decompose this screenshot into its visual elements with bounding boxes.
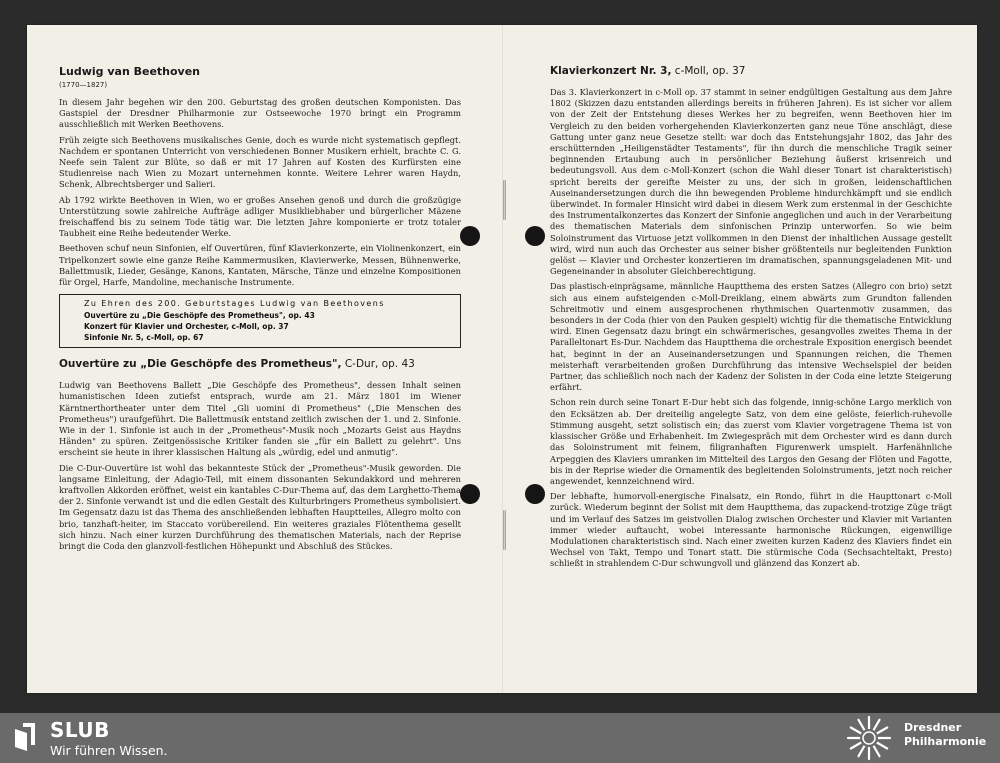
concerto-heading	[550, 65, 952, 77]
overture-paragraph: Die C-Dur-Ouvertüre ist wohl das bekannteste Stück der „Prometheus"-Musik geworden. Die langsame Einleitung, der Adagio-Teil, mit einem dissonanten Sekundakkord und mehreren kraftvollen Akkorden eröffnet, weist ein kantables C-Dur-Thema auf, das dem Larghetto-Thema der 2. Sinfonie verwandt ist und die edlen Gestalt des Kulturbringers Prometheus symbolisiert. Im Gegensatz dazu ist das Thema des anschließenden lebhaften Hauptteiles, Allegro molto con brio, tanzhaft-heiter, im Staccato vorübereilend. Ein weiteres graziales Flötenthema gesellt sich hinzu. Nach einer kurzen Durchführung des thematischen Materials, nach der Reprise bringt die Coda den glanzvoll-festlichen Höhepunkt und Abschluß des Stückes.	[59, 462, 461, 552]
footer-bar	[0, 713, 1000, 763]
bio-paragraph: Beethoven schuf neun Sinfonien, elf Ouvertüren, fünf Klavierkonzerte, ein Violinenkonzert, ein Tripelkonzert sowie eine ganze Reihe Kammermusiken, Klavierwerke, Messen, Bühnenwerke, Ballettmusik, Lieder, Gesänge, Kanons, Kantaten, Märsche, Tänze und einzelne Kompositionen für Orgel, Harfe, Mandoline, mechanische Instrumente.	[59, 243, 461, 288]
punch-hole-left-top	[460, 226, 480, 246]
philharmonie-line1: Dresdner	[904, 721, 962, 734]
concerto-paragraph: Schon rein durch seine Tonart E-Dur hebt sich das folgende, innig-schöne Largo merklich von den Ecksätzen ab. Der dreiteilig angelegte Satz, von dem eine gelöste, feierlich-ruhevolle Stimmung ausgeht, setzt solistisch ein; das zuerst vom Klavier vorgetragene Thema ist von klassischer Größe und Erhabenheit. Im Zwiegespräch mit dem Orchester wird es dann durch das Soloinstrument mit feinem, filigranhaften Figurenwerk umspielt. Harfenähnliche Arpeggien des Klaviers umranken im Mittelteil des Largos den Gesang der Flöten und Fagotte, bis in der Reprise wieder die Ornamentik des begleitenden Soloinstruments, jetzt noch reicher angewendet, kennzeichnend wird.	[550, 397, 952, 486]
document-page	[27, 25, 977, 693]
program-item: Konzert für Klavier und Orchester, c-Moll, op. 37	[84, 322, 289, 332]
program-title: Zu Ehren des 200. Geburtstages Ludwig van Beethovens	[84, 299, 385, 309]
bio-paragraph: In diesem Jahr begehen wir den 200. Geburtstag des großen deutschen Komponisten. Das Gastspiel der Dresdner Philharmonie zur Ostseewoche 1970 bringt ein Programm ausschließlich mit Werken Beethovens.	[59, 97, 461, 130]
philharmonie-sunburst-icon	[843, 715, 895, 761]
bio-paragraph: Früh zeigte sich Beethovens musikalisches Genie, doch es wurde nicht systematisch gepflegt. Nachdem er spontanen Unterricht von verschiedenen Bonner Musikern erhielt, brachte C. G. Neefe sein Talent zur Blüte, so daß er mit 17 Jahren auf Kosten des Kurfürsten eine Studienreise nach Wien zu Mozart unternehmen konnte. Weitere Lehrer waren Haydn, Schenk, Albrechtsberger und Salieri.	[59, 134, 461, 190]
staple-top	[503, 180, 506, 220]
concerto-heading-bold: Klavierkonzert Nr. 3,	[550, 65, 672, 77]
punch-hole-right-bottom	[525, 484, 545, 504]
slub-logo-text: SLUB	[50, 718, 110, 742]
concerto-paragraph: Das 3. Klavierkonzert in c-Moll op. 37 stammt in seiner endgültigen Gestaltung aus dem Jahre 1802 (Skizzen dazu entstanden allerdings bereits in früheren Jahren). Es ist sicher vor allem von der Zeit der Entstehung dieses Werkes her zu begreifen, wenn Beethoven hier im Vergleich zu den beiden vorhergehenden Klavierkonzerten ganz neue Töne anschlägt, diese Gattung unter ganz neue Gesetze stellt: war doch das Entstehungsjahr 1802, das Jahr des erschütternden „Heiligenstädter Testaments", für ihn durch die menschliche Tragik seiner beginnenden Ertaubung auch in persönlicher Beziehung äußerst krisenreich und bedeutungsvoll. Aus dem c-Moll-Konzert (schon die Wahl dieser Tonart ist charakteristisch) spricht bereits der gereifte Meister zu uns, der sich in großen, leidenschaftlichen Auseinandersetzungen durch die ihn bewegenden Probleme hindurchkämpft und sie endlich überwindet. In formaler Hinsicht wird dabei in diesem Werk zum erstenmal in der Geschichte des Instrumentalkonzertes das Konzert der Sinfonie angeglichen und auch in der Verarbeitung des thematischen Materials dem sinfonischen Prinzip unterworfen. So wie beim Soloinstrument das Virtuose jetzt vollkommen in den Dienst der inhaltlichen Aussage gestellt wird, wird nun auch das Orchester aus seiner bisher größtenteils nur begleitenden Funktion gelöst — Klavier und Orchester konzertieren im dramatischen, spannungsgeladenen Mit- und Gegeneinander in absoluter Gleichberechtigung.	[550, 87, 952, 277]
page-fold	[502, 25, 503, 693]
overture-heading	[59, 358, 461, 370]
punch-hole-right-top	[525, 226, 545, 246]
left-column	[59, 65, 461, 556]
punch-hole-left-bottom	[460, 484, 480, 504]
philharmonie-line2: Philharmonie	[904, 735, 987, 748]
slub-book-icon	[15, 723, 41, 751]
staple-bottom	[503, 510, 506, 550]
overture-paragraph: Ludwig van Beethovens Ballett „Die Geschöpfe des Prometheus", dessen Inhalt seinen humanistischen Ideen zutiefst entsprach, wurde am 21. März 1801 im Wiener Kärntnerthortheater unter dem Titel „Gli uomini di Prometheus" („Die Menschen des Prometheus") uraufgeführt. Die Ballettmusik entstand zeitlich zwischen der 1. und 2. Sinfonie. Wie in der 1. Sinfonie ist auch in der „Prometheus"-Musik noch „Mozarts Geist aus Haydns Händen" zu spüren. Zeitgenössische Kritiker fanden sie „für ein Ballett zu gelehrt". Uns erscheint sie heute in ihrer klassischen Haltung als „würdig, edel und anmutig".	[59, 380, 461, 458]
concerto-heading-rest: c-Moll, op. 37	[671, 65, 746, 77]
bio-paragraph: Ab 1792 wirkte Beethoven in Wien, wo er großes Ansehen genoß und durch die großzügige Unterstützung sowie zahlreiche Aufträge adliger Musikliebhaber und bürgerlicher Mäzene freischaffend bis zu seinem Tode tätig war. Die letzten Jahre komponierte er trotz totaler Taubheit eine Reihe bedeutender Werke.	[59, 194, 461, 239]
concerto-paragraph: Das plastisch-einprägsame, männliche Hauptthema des ersten Satzes (Allegro con brio) setzt sich aus einem aufsteigenden c-Moll-Dreiklang, einem abwärts zum Grundton fallenden Schreitmotiv und einem ausgesprochenen rhythmischen Quartenmotiv zusammen, das besonders in der Coda (hier von den Pauken gespielt) wichtig für die thematische Entwicklung wird. Einen Gegensatz dazu bringt ein schwärmerisches, gesangvolles zweites Thema in der Paralleltonart Es-Dur. Nachdem das Hauptthema die orchestrale Exposition energisch beendet hat, beginnt in der an Auseinandersetzungen und Spannungen reichen, die Themen meisterhaft verarbeitenden großen Durchführung das intensive Wechselspiel der beiden Partner, das schließlich noch nach der Kadenz der Solisten in der Coda eine letzte Steigerung erfährt.	[550, 281, 952, 393]
concerto-paragraph: Der lebhafte, humorvoll-energische Finalsatz, ein Rondo, führt in die Haupttonart c-Moll zurück. Wiederum beginnt der Solist mit dem Hauptthema, das zupackend-trotzige Züge trägt und im Verlauf des Satzes im geistvollen Dialog zwischen Orchester und Klavier mit Varianten immer wieder auftaucht, wobei interessante harmonische Rückungen, eigenwillige Modulationen charakteristisch sind. Nach einer zweiten kurzen Kadenz des Klaviers findet ein Wechsel von Takt, Tempo und Tonart statt. Die stürmische Coda (Sechsachteltakt, Presto) schließt in strahlendem C-Dur schwungvoll und glänzend das Konzert ab.	[550, 491, 952, 569]
program-item: Sinfonie Nr. 5, c-Moll, op. 67	[84, 333, 204, 343]
slub-tagline: Wir führen Wissen.	[50, 743, 168, 758]
philharmonie-logo-text	[904, 721, 986, 749]
program-box	[59, 294, 461, 348]
program-item: Ouvertüre zu „Die Geschöpfe des Prometheus", op. 43	[84, 311, 315, 321]
overture-heading-bold: Ouvertüre zu „Die Geschöpfe des Prometheus",	[59, 358, 342, 371]
composer-dates: (1770—1827)	[59, 81, 108, 89]
right-column	[550, 65, 952, 574]
composer-heading: Ludwig van Beethoven	[59, 65, 201, 78]
overture-heading-rest: C-Dur, op. 43	[341, 358, 415, 371]
